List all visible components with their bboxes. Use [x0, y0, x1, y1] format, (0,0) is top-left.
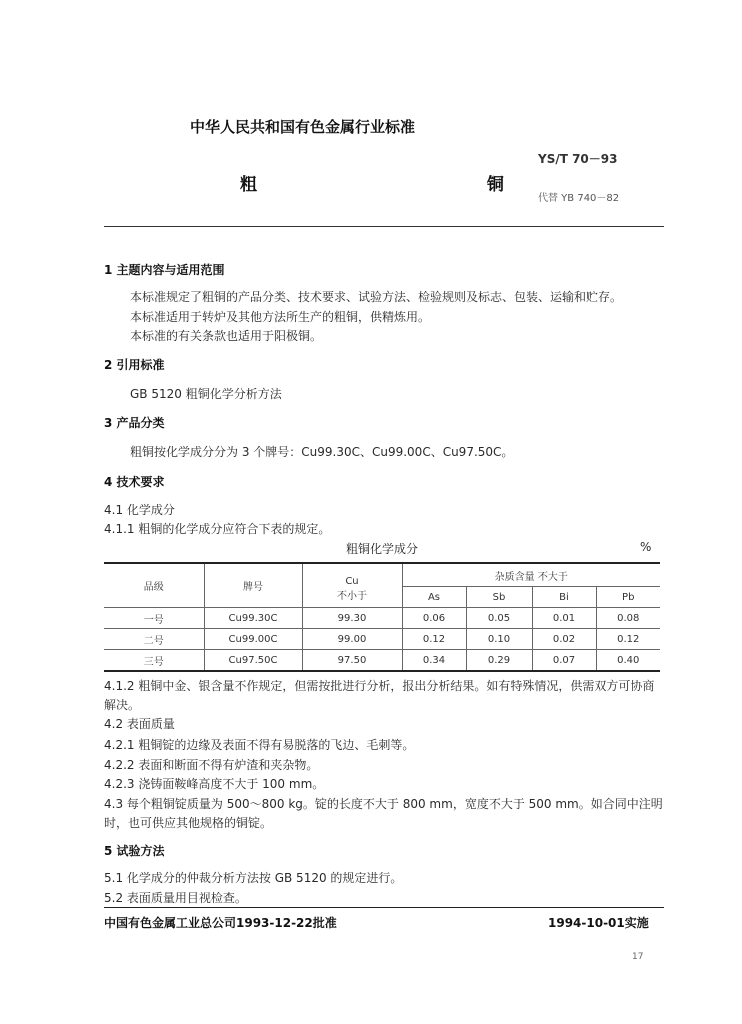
clause-4-2-2: 4.2.2 表面和断面不得有炉渣和夹杂物。	[104, 758, 319, 772]
cell-grade: 一号	[104, 608, 204, 629]
cell-sb: 0.05	[466, 608, 532, 629]
clause-4-2-1: 4.2.1 粗铜锭的边缘及表面不得有易脱落的飞边、毛刺等。	[104, 738, 415, 752]
header-grade: 品级	[104, 563, 204, 608]
section-4-heading: 4 技术要求	[104, 475, 165, 489]
cell-bi: 0.02	[532, 629, 596, 650]
section-1-heading: 1 主题内容与适用范围	[104, 263, 225, 277]
header-as: As	[402, 587, 466, 608]
page-number: 17	[632, 952, 644, 962]
header-cu-sub: 不小于	[302, 587, 402, 608]
clause-4-2-3: 4.2.3 浇铸面鞍峰高度不大于 100 mm。	[104, 777, 325, 791]
cell-grade: 二号	[104, 629, 204, 650]
clause-4-1-2-line-1: 4.1.2 粗铜中金、银含量不作规定，但需按批进行分析，报出分析结果。如有特殊情况，供需双方可协商	[104, 679, 655, 693]
clause-4-3-line-1: 4.3 每个粗铜锭质量为 500～800 kg。锭的长度不大于 800 mm，宽度不大于 500 mm。如合同中注明	[104, 797, 663, 811]
cell-as: 0.12	[402, 629, 466, 650]
section-5-heading: 5 试验方法	[104, 844, 165, 858]
cell-cu: 99.00	[302, 629, 402, 650]
section-2-heading: 2 引用标准	[104, 358, 165, 372]
header-pb: Pb	[596, 587, 660, 608]
standard-number: YS/T 70－93	[538, 152, 618, 166]
clause-5-2: 5.2 表面质量用目视检查。	[104, 891, 247, 905]
approval-note: 中国有色金属工业总公司1993-12-22批准	[104, 916, 337, 930]
clause-4-1-1: 4.1.1 粗铜的化学成分应符合下表的规定。	[104, 522, 331, 536]
cell-pb: 0.12	[596, 629, 660, 650]
doc-title: 粗 铜	[240, 175, 616, 195]
cell-as: 0.06	[402, 608, 466, 629]
org-title: 中华人民共和国有色金属行业标准	[190, 118, 416, 136]
section-3-heading: 3 产品分类	[104, 416, 165, 430]
cell-cu: 99.30	[302, 608, 402, 629]
chemical-composition-table	[104, 562, 660, 672]
clause-4-2: 4.2 表面质量	[104, 717, 175, 731]
header-rule	[104, 226, 664, 227]
cell-brand: Cu99.00C	[204, 629, 302, 650]
table-title: 粗铜化学成分	[346, 542, 419, 556]
cell-as: 0.34	[402, 650, 466, 672]
clause-4-1-2-line-2: 解决。	[104, 698, 141, 712]
section-1-para-2: 本标准适用于转炉及其他方法所生产的粗铜，供精炼用。	[130, 310, 431, 324]
cell-sb: 0.10	[466, 629, 532, 650]
cell-cu: 97.50	[302, 650, 402, 672]
clause-4-1: 4.1 化学成分	[104, 503, 175, 517]
cell-brand: Cu97.50C	[204, 650, 302, 672]
header-bi: Bi	[532, 587, 596, 608]
header-cu: Cu	[302, 563, 402, 587]
table-row	[104, 629, 660, 650]
table-row	[104, 650, 660, 672]
section-1-para-3: 本标准的有关条款也适用于阳极铜。	[130, 329, 323, 343]
implementation-note: 1994-10-01实施	[548, 916, 649, 930]
table-row	[104, 608, 660, 629]
clause-4-3-line-2: 时，也可供应其他规格的铜锭。	[104, 816, 273, 830]
header-sb: Sb	[466, 587, 532, 608]
cell-bi: 0.07	[532, 650, 596, 672]
replaces-note: 代替 YB 740－82	[538, 193, 620, 204]
cell-grade: 三号	[104, 650, 204, 672]
cell-pb: 0.08	[596, 608, 660, 629]
section-1-para-1: 本标准规定了粗铜的产品分类、技术要求、试验方法、检验规则及标志、包装、运输和贮存。	[130, 290, 623, 304]
section-2-para-1: GB 5120 粗铜化学分析方法	[130, 387, 282, 401]
footer-rule	[104, 907, 664, 908]
cell-pb: 0.40	[596, 650, 660, 672]
clause-5-1: 5.1 化学成分的仲裁分析方法按 GB 5120 的规定进行。	[104, 871, 403, 885]
header-brand: 牌号	[204, 563, 302, 608]
section-3-para-1: 粗铜按化学成分分为 3 个牌号：Cu99.30C、Cu99.00C、Cu97.50C。	[130, 445, 514, 459]
cell-sb: 0.29	[466, 650, 532, 672]
cell-brand: Cu99.30C	[204, 608, 302, 629]
header-impurity: 杂质含量 不大于	[402, 563, 660, 587]
cell-bi: 0.01	[532, 608, 596, 629]
table-unit: %	[640, 540, 652, 554]
